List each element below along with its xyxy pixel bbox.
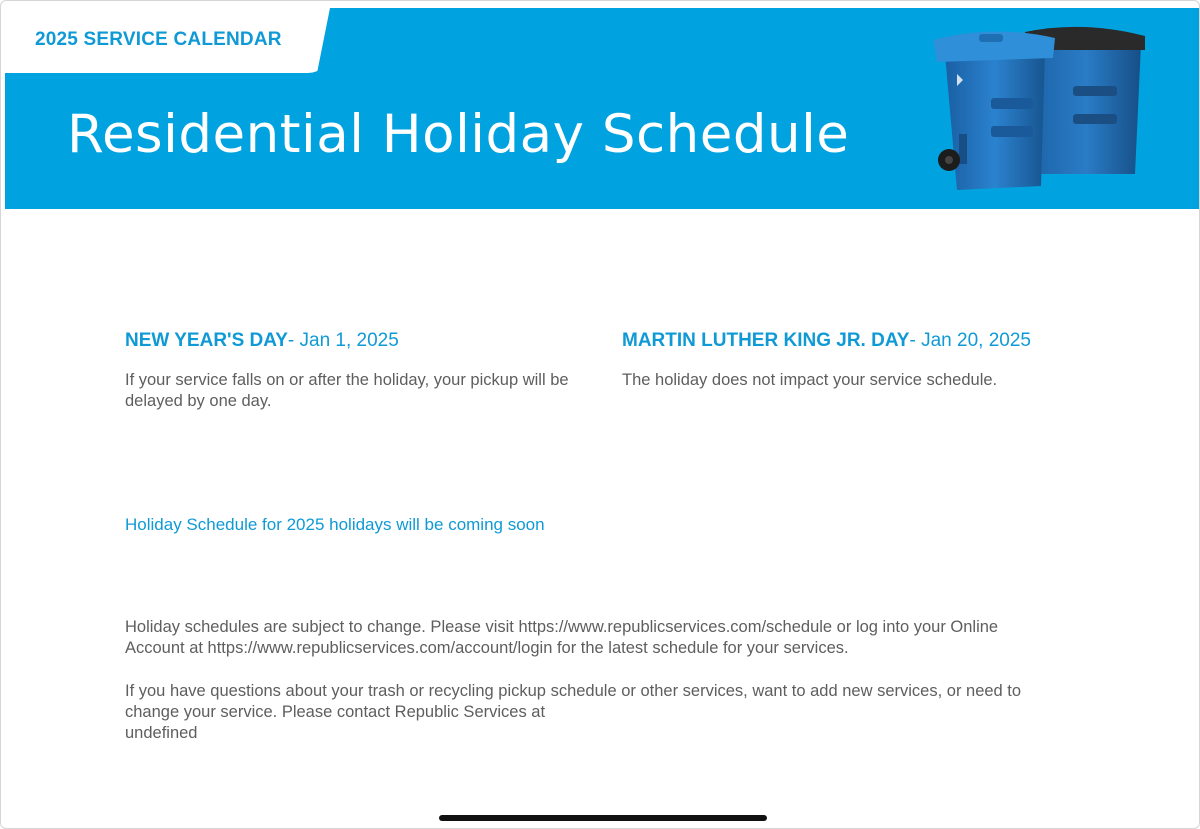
trash-bins-image	[923, 14, 1153, 204]
holiday-description: If your service falls on or after the holiday, your pickup will be delayed by one day.	[125, 371, 569, 410]
holiday-name: MARTIN LUTHER KING JR. DAY	[622, 330, 910, 351]
header-banner	[5, 8, 1199, 209]
home-indicator[interactable]	[439, 815, 767, 821]
coming-soon-notice: Holiday Schedule for 2025 holidays will be coming soon	[125, 515, 545, 534]
contact-notice	[125, 681, 1055, 744]
holiday-heading	[622, 330, 1072, 352]
holiday-new-years	[125, 330, 575, 412]
schedule-change-notice: Holiday schedules are subject to change. Please visit https://www.republicservices.com/schedule or log into your Online Account at https://www.republicservices.com/account/login for the latest schedule for your services.	[125, 618, 999, 657]
holiday-mlk-day	[622, 330, 1072, 391]
calendar-tab-label: 2025 SERVICE CALENDAR	[35, 29, 282, 50]
holiday-date: - Jan 20, 2025	[909, 330, 1031, 351]
holiday-description: The holiday does not impact your service schedule.	[622, 371, 998, 389]
contact-value: undefined	[125, 724, 198, 742]
holiday-name: NEW YEAR'S DAY	[125, 330, 288, 351]
holiday-heading	[125, 330, 575, 352]
holiday-date: - Jan 1, 2025	[287, 330, 399, 351]
contact-text: If you have questions about your trash or recycling pickup schedule or other services, want to add new services, or need to change your service. Please contact Republic Services at	[125, 682, 1022, 721]
page-title: Residential Holiday Schedule	[67, 104, 850, 165]
